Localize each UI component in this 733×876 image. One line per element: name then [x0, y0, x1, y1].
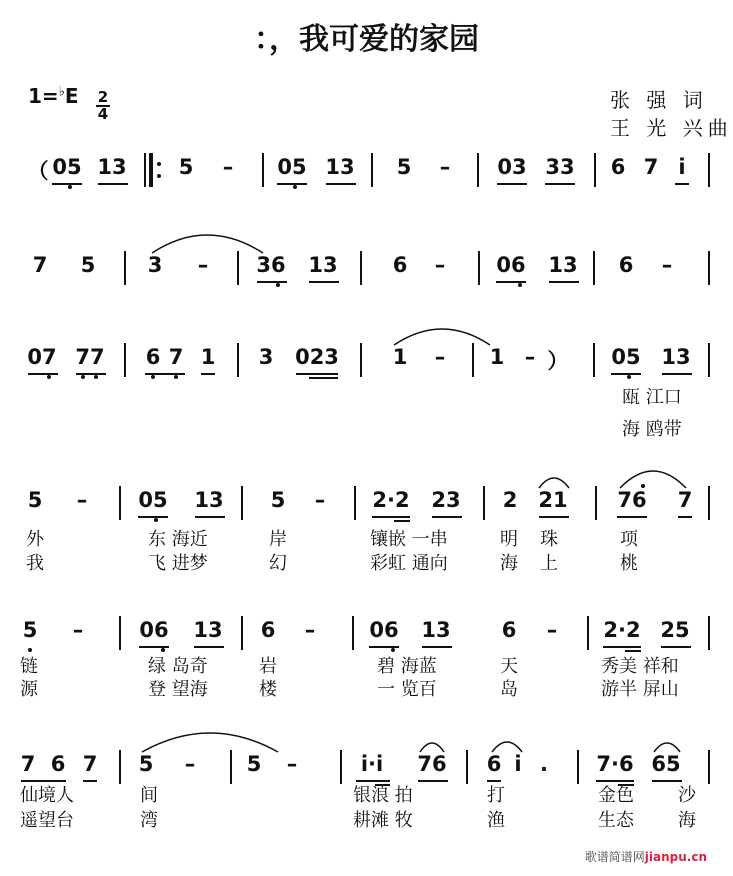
- dash: –: [286, 752, 298, 776]
- beam: [52, 183, 82, 185]
- lyric-v1: 沙: [678, 785, 696, 806]
- lyric-v2: 登 望海: [148, 679, 208, 700]
- beam: [195, 516, 225, 518]
- note: 05: [52, 155, 82, 179]
- lyric-v2: 渔: [487, 810, 505, 831]
- lyric-v2: 幻: [269, 553, 287, 574]
- barline: [124, 343, 126, 377]
- lyric-v1: 链: [20, 656, 38, 677]
- lyric-v2: 我: [26, 553, 44, 574]
- beam: [678, 516, 692, 518]
- tie: [392, 325, 492, 347]
- note: 77: [75, 345, 105, 369]
- lyric-v2: 生态: [598, 810, 634, 831]
- barline: [241, 486, 243, 520]
- barline: [119, 616, 121, 650]
- note: 3: [258, 345, 274, 369]
- beam: [138, 516, 168, 518]
- lyric-v2: 桃: [620, 553, 638, 574]
- lyric-v2: 飞 进梦: [148, 553, 208, 574]
- key-signature: 1=♭E: [28, 84, 79, 108]
- lyric-v2: 耕滩 牧: [353, 810, 413, 831]
- lyric-v2: 彩虹 通向: [370, 553, 448, 574]
- dash: –: [661, 253, 673, 277]
- beam: [432, 516, 462, 518]
- aug-dot: .: [540, 752, 548, 776]
- low-dot: [94, 375, 98, 379]
- dash: –: [72, 618, 84, 642]
- barline: [577, 750, 579, 784]
- note: 3: [147, 253, 163, 277]
- repeat-barline-thick: [149, 153, 153, 187]
- lyric-v2: 楼: [259, 679, 277, 700]
- beam: [309, 281, 339, 283]
- note: 7: [82, 752, 98, 776]
- note: 5: [22, 618, 38, 642]
- beam: [662, 373, 692, 375]
- repeat-dot: [157, 174, 161, 178]
- beam: [539, 516, 569, 518]
- slur: [150, 231, 265, 255]
- barline: [124, 251, 126, 285]
- beam: [422, 646, 452, 648]
- lyricist-credit: 张 强 词: [610, 88, 708, 112]
- barline: [119, 486, 121, 520]
- dash: –: [546, 618, 558, 642]
- barline: [708, 486, 710, 520]
- repeat-barline: [144, 153, 146, 187]
- lyric-v1: 珠: [540, 529, 558, 550]
- lyric-v1: 金色: [598, 785, 634, 806]
- lyric-v1: 天: [500, 656, 518, 677]
- beam: [98, 183, 128, 185]
- note: 05: [611, 345, 641, 369]
- note: 2: [502, 488, 518, 512]
- note: 023: [295, 345, 339, 369]
- lyric-v1: 仙境人: [20, 785, 74, 806]
- note: 25: [660, 618, 690, 642]
- dash: –: [222, 155, 234, 179]
- note: 6: [392, 253, 408, 277]
- beam: [83, 780, 97, 782]
- low-dot: [154, 518, 158, 522]
- beam: [145, 373, 185, 375]
- watermark-site: jianpu.cn: [644, 850, 707, 864]
- note: 13: [194, 488, 224, 512]
- barline: [593, 343, 595, 377]
- note: 6: [610, 155, 626, 179]
- beam: [296, 373, 338, 375]
- beam-double: [394, 520, 410, 522]
- note: 23: [431, 488, 461, 512]
- lyric-v1: 绿 岛奇: [148, 656, 208, 677]
- lyric-v2: 湾: [140, 810, 158, 831]
- low-dot: [293, 185, 297, 189]
- paren-open: （: [27, 159, 49, 183]
- note: 06: [496, 253, 526, 277]
- barline: [466, 750, 468, 784]
- low-dot: [627, 375, 631, 379]
- lyric-v1: 间: [140, 785, 158, 806]
- lyric-v2: 岛: [500, 679, 518, 700]
- barline: [708, 153, 710, 187]
- note: i·i: [360, 752, 384, 776]
- beam: [603, 646, 641, 648]
- note: 6: [145, 345, 161, 369]
- beam: [326, 183, 356, 185]
- note: 7: [32, 253, 48, 277]
- barline: [237, 343, 239, 377]
- note: 1: [200, 345, 216, 369]
- lyric-v1: 项: [620, 529, 638, 550]
- beam: [496, 281, 526, 283]
- note: 76: [617, 488, 647, 512]
- watermark-prefix: 歌谱简谱网: [584, 850, 645, 864]
- note: 6: [618, 253, 634, 277]
- note: 6: [260, 618, 276, 642]
- note: 76: [417, 752, 447, 776]
- dash: –: [184, 752, 196, 776]
- beam: [139, 646, 169, 648]
- barline: [340, 750, 342, 784]
- low-dot: [276, 283, 280, 287]
- note: 5: [178, 155, 194, 179]
- tie: [140, 728, 280, 754]
- note: 13: [308, 253, 338, 277]
- barline: [477, 153, 479, 187]
- note: 2·2: [603, 618, 641, 642]
- beam: [497, 183, 527, 185]
- beam: [76, 373, 106, 375]
- note: 13: [325, 155, 355, 179]
- beam: [661, 646, 691, 648]
- aug-dot: [641, 484, 645, 488]
- note: 03: [497, 155, 527, 179]
- barline: [594, 153, 596, 187]
- beam: [201, 373, 215, 375]
- barline: [587, 616, 589, 650]
- low-dot: [68, 185, 72, 189]
- dash: –: [439, 155, 451, 179]
- note: 6: [486, 752, 502, 776]
- low-dot: [81, 375, 85, 379]
- note: 13: [421, 618, 451, 642]
- dash: –: [434, 253, 446, 277]
- lyric-v1: 瓯 江口: [622, 387, 682, 408]
- barline: [595, 486, 597, 520]
- note: i: [514, 752, 522, 776]
- note: 21: [538, 488, 568, 512]
- beam: [418, 780, 448, 782]
- barline: [262, 153, 264, 187]
- barline: [371, 153, 373, 187]
- barline: [119, 750, 121, 784]
- barline: [360, 343, 362, 377]
- beam-double: [309, 377, 338, 379]
- note: 13: [548, 253, 578, 277]
- beam: [257, 281, 287, 283]
- lyric-v1: 岸: [269, 529, 287, 550]
- low-dot: [151, 375, 155, 379]
- barline: [237, 251, 239, 285]
- composer-credit: 王 光 兴曲: [610, 116, 733, 140]
- barline: [708, 343, 710, 377]
- lyric-v1: 外: [26, 529, 44, 550]
- barline: [472, 343, 474, 377]
- paren-close: ）: [547, 349, 569, 373]
- barline: [483, 486, 485, 520]
- low-dot: [518, 283, 522, 287]
- barline: [708, 616, 710, 650]
- note: i: [678, 155, 686, 179]
- note: 05: [277, 155, 307, 179]
- note: 5: [27, 488, 43, 512]
- song-title: ：，我可爱的家园: [254, 22, 479, 57]
- lyric-v2: 上: [540, 553, 558, 574]
- slur: [618, 466, 688, 490]
- note: 7: [677, 488, 693, 512]
- note: 7: [168, 345, 184, 369]
- lyric-v1: 秀美 祥和: [601, 656, 679, 677]
- dash: –: [314, 488, 326, 512]
- low-dot: [47, 375, 51, 379]
- dash: –: [304, 618, 316, 642]
- watermark: [585, 848, 707, 865]
- beam: [611, 373, 641, 375]
- note: 5: [80, 253, 96, 277]
- dash: –: [197, 253, 209, 277]
- barline: [478, 251, 480, 285]
- lyric-v1: 岩: [259, 656, 277, 677]
- note: 06: [369, 618, 399, 642]
- lyric-v1: 打: [487, 785, 505, 806]
- note: 65: [651, 752, 681, 776]
- dash: –: [434, 345, 446, 369]
- note: 5: [246, 752, 262, 776]
- lyric-v1: 明: [500, 529, 518, 550]
- note: 06: [139, 618, 169, 642]
- note: 7·6: [596, 752, 634, 776]
- note: 7: [20, 752, 36, 776]
- note: 13: [661, 345, 691, 369]
- beam: [369, 646, 399, 648]
- note: 36: [256, 253, 286, 277]
- lyric-v2: 源: [20, 679, 38, 700]
- barline: [708, 251, 710, 285]
- beam: [277, 183, 307, 185]
- beam: [617, 516, 647, 518]
- beam: [549, 281, 579, 283]
- low-dot: [174, 375, 178, 379]
- beam: [194, 646, 224, 648]
- beam: [545, 183, 575, 185]
- lyric-v2: 遥望台: [20, 810, 74, 831]
- time-signature: 2 4: [97, 88, 109, 123]
- note: 13: [193, 618, 223, 642]
- barline: [230, 750, 232, 784]
- note: 6: [50, 752, 66, 776]
- barline: [593, 251, 595, 285]
- lyric-v1: 东 海近: [148, 529, 208, 550]
- lyric-v2: 海: [500, 553, 518, 574]
- beam: [28, 373, 58, 375]
- note: 5: [396, 155, 412, 179]
- lyric-v2: 海: [678, 810, 696, 831]
- note: 1: [489, 345, 505, 369]
- lyric-v1: 碧 海蓝: [377, 656, 437, 677]
- note: 5: [270, 488, 286, 512]
- note: 7: [643, 155, 659, 179]
- beam: [675, 183, 689, 185]
- note: 6: [501, 618, 517, 642]
- note: 13: [97, 155, 127, 179]
- barline: [241, 616, 243, 650]
- note: 1: [392, 345, 408, 369]
- note: 2·2: [372, 488, 410, 512]
- note: 5: [138, 752, 154, 776]
- note: 07: [27, 345, 57, 369]
- barline: [354, 486, 356, 520]
- dash: –: [76, 488, 88, 512]
- dash: –: [524, 345, 536, 369]
- lyric-v1: 银浪 拍: [353, 785, 413, 806]
- barline: [352, 616, 354, 650]
- lyric-v2: 海 鸥带: [622, 419, 682, 440]
- lyric-v2: 游半 屏山: [601, 679, 679, 700]
- repeat-dot: [157, 162, 161, 166]
- barline: [708, 750, 710, 784]
- note: 05: [138, 488, 168, 512]
- note: 33: [545, 155, 575, 179]
- lyric-v2: 一 览百: [377, 679, 437, 700]
- barline: [360, 251, 362, 285]
- beam: [372, 516, 410, 518]
- lyric-v1: 镶嵌 一串: [370, 529, 448, 550]
